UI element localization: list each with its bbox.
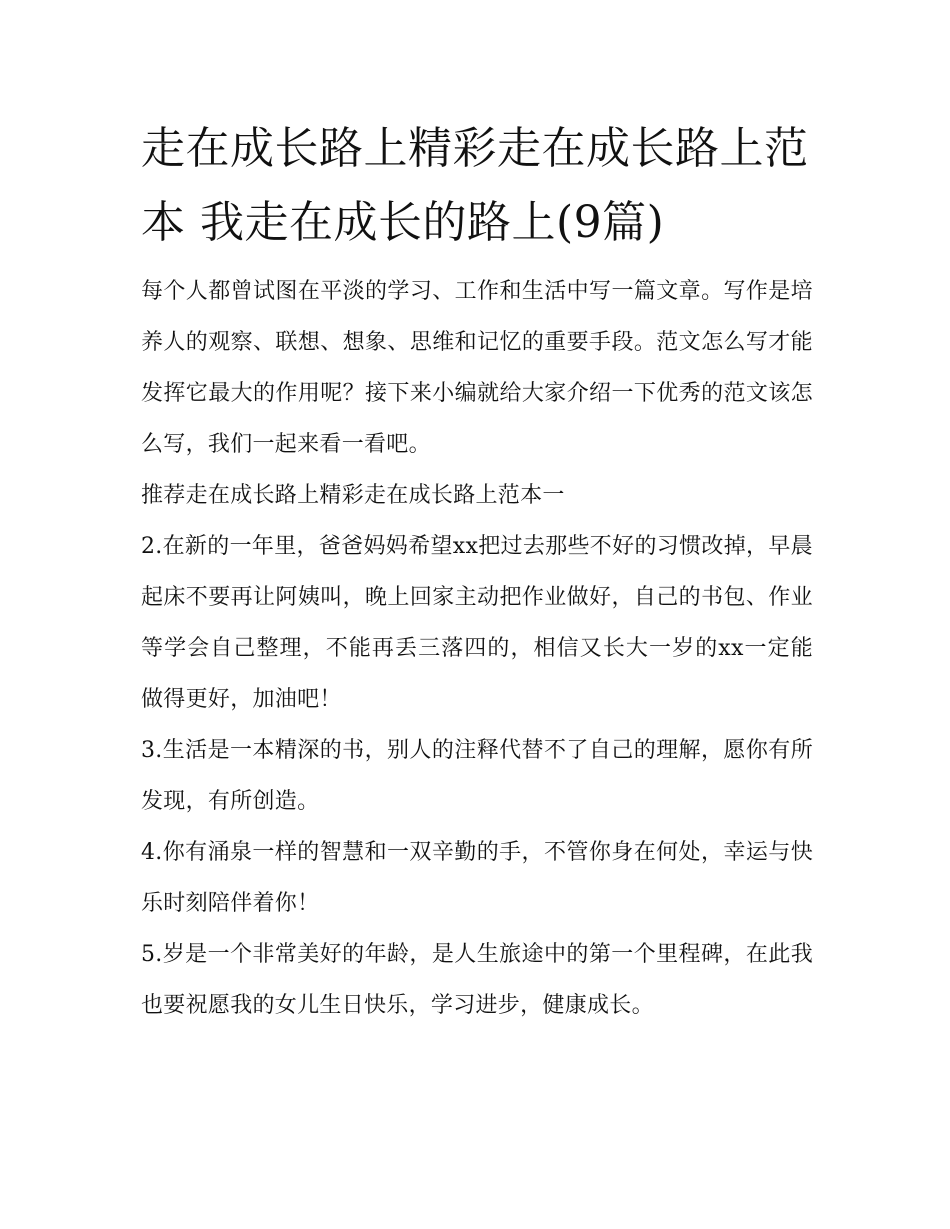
list-item: 4.你有涌泉一样的智慧和一双辛勤的手，不管你身在何处，幸运与快乐时刻陪伴着你！ bbox=[141, 840, 813, 916]
section-heading: 推荐走在成长路上精彩走在成长路上范本一 bbox=[141, 483, 565, 508]
document-content bbox=[141, 112, 813, 1031]
document-title: 走在成长路上精彩走在成长路上范本 我走在成长的路上(9篇) bbox=[141, 123, 809, 248]
list-item: 3.生活是一本精深的书，别人的注释代替不了自己的理解，愿你有所发现，有所创造。 bbox=[141, 738, 813, 814]
intro-paragraph: 每个人都曾试图在平淡的学习、工作和生活中写一篇文章。写作是培养人的观察、联想、想象、思维和记忆的重要手段。范文怎么写才能发挥它最大的作用呢？接下来小编就给大家介绍一下优秀的范文该怎么写，我们一起来看一看吧。 bbox=[141, 279, 813, 457]
list-item: 5.岁是一个非常美好的年龄，是人生旅途中的第一个里程碑，在此我也要祝愿我的女儿生日快乐，学习进步，健康成长。 bbox=[141, 942, 813, 1018]
list-item: 2.在新的一年里，爸爸妈妈希望xx把过去那些不好的习惯改掉，早晨起床不要再让阿姨叫，晚上回家主动把作业做好，自己的书包、作业等学会自己整理，不能再丢三落四的，相信又长大一岁的xx一定能做得更好，加油吧！ bbox=[141, 534, 813, 712]
